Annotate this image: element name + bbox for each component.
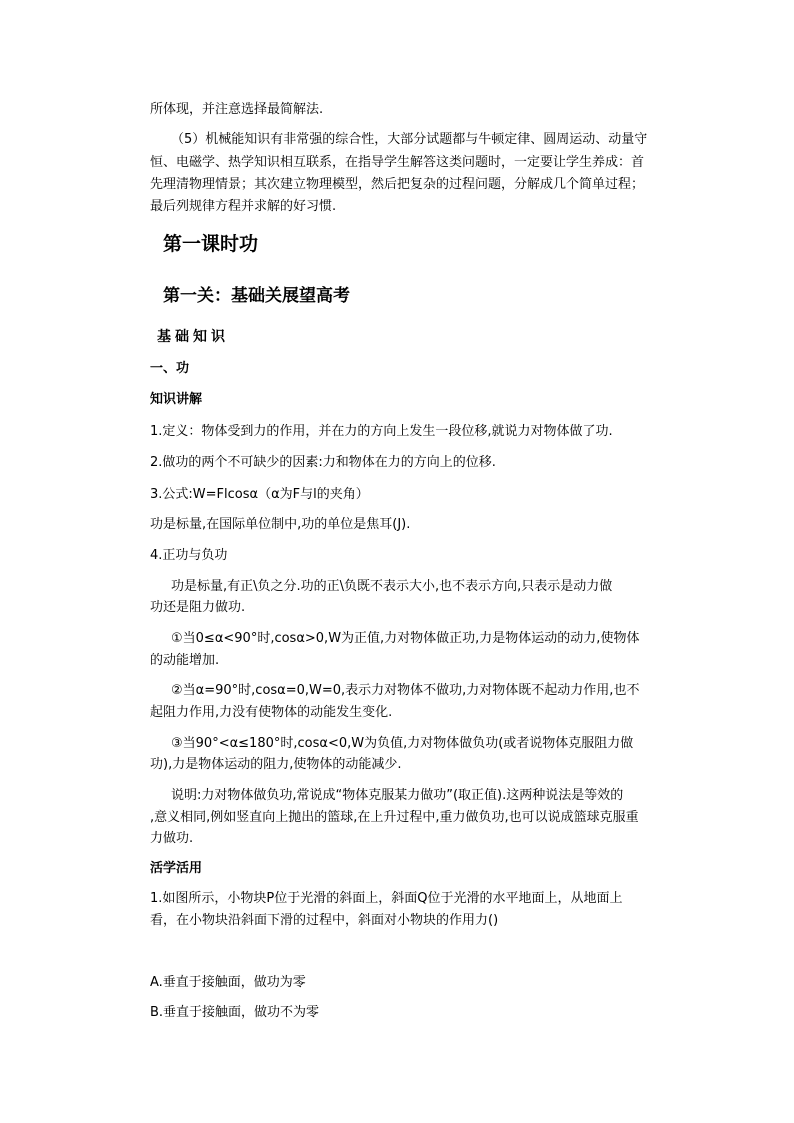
point-positive-negative: 4.正功与负功	[150, 548, 228, 563]
question-line-2: 看，在小物块沿斜面下滑的过程中，斜面对小物块的作用力()	[150, 913, 499, 928]
point-definition: 1.定义：物体受到力的作用，并在力的方向上发生一段位移,就说力对物体做了功.	[150, 424, 613, 439]
case-3-line-1: ③当90°<α≤180°时,cosα<0,W为负值,力对物体做负功(或者说物体克服阻力做	[171, 736, 634, 751]
case-1-line-2: 的动能增加.	[150, 653, 220, 668]
note-line-1: 说明:力对物体做负功,常说成“物体克服某力做功”(取正值).这两种说法是等效的	[171, 788, 624, 803]
explain-line-1: 功是标量,有正\负之分.功的正\负既不表示大小,也不表示方向,只表示是动力做	[171, 579, 613, 594]
case-2-line-1: ②当α=90°时,cosα=0,W=0,表示力对物体不做功,力对物体既不起动力作用,也不	[171, 683, 640, 698]
option-b: B.垂直于接触面，做功不为零	[150, 1005, 320, 1020]
case-1-line-1: ①当0≤α<90°时,cosα>0,W为正值,力对物体做正功,力是物体运动的动力,使物体	[171, 631, 640, 646]
knowledge-heading: 知识讲解	[150, 392, 203, 407]
point-formula: 3.公式:W=Flcosα（α为F与l的夹角）	[150, 487, 369, 502]
topic-heading: 一、功	[150, 361, 190, 376]
option-a: A.垂直于接触面，做功为零	[150, 975, 306, 990]
paragraph-5-line-1: （5）机械能知识有非常强的综合性，大部分试题都与牛顿定律、圆周运动、动量守	[171, 132, 648, 147]
paragraph-5-line-2: 恒、电磁学、热学知识相互联系，在指导学生解答这类问题时，一定要让学生养成：首	[150, 155, 645, 170]
intro-line: 所体现，并注意选择最简解法.	[150, 102, 324, 117]
case-3-line-2: 功),力是物体运动的阻力,使物体的动能减少.	[150, 757, 402, 772]
basics-heading: 基础知识	[157, 329, 229, 345]
paragraph-5-line-4: 最后列规律方程并求解的好习惯.	[150, 199, 337, 214]
lesson-title: 第一课时功	[163, 233, 259, 255]
section-title: 第一关：基础关展望高考	[163, 286, 350, 306]
note-line-3: 力做功.	[150, 831, 194, 846]
note-line-2: ,意义相同,例如竖直向上抛出的篮球,在上升过程中,重力做负功,也可以说成篮球克服重	[150, 810, 639, 825]
question-line-1: 1.如图所示，小物块P位于光滑的斜面上，斜面Q位于光滑的水平地面上，从地面上	[150, 891, 623, 906]
point-scalar: 功是标量,在国际单位制中,功的单位是焦耳(J).	[150, 517, 411, 532]
explain-line-2: 功还是阻力做功.	[150, 600, 246, 615]
point-factors: 2.做功的两个不可缺少的因素:力和物体在力的方向上的位移.	[150, 455, 496, 470]
practice-heading: 活学活用	[150, 861, 203, 876]
case-2-line-2: 起阻力作用,力没有使物体的动能发生变化.	[150, 705, 393, 720]
paragraph-5-line-3: 先理清物理情景；其次建立物理模型，然后把复杂的过程问题，分解成几个简单过程；	[150, 177, 645, 192]
